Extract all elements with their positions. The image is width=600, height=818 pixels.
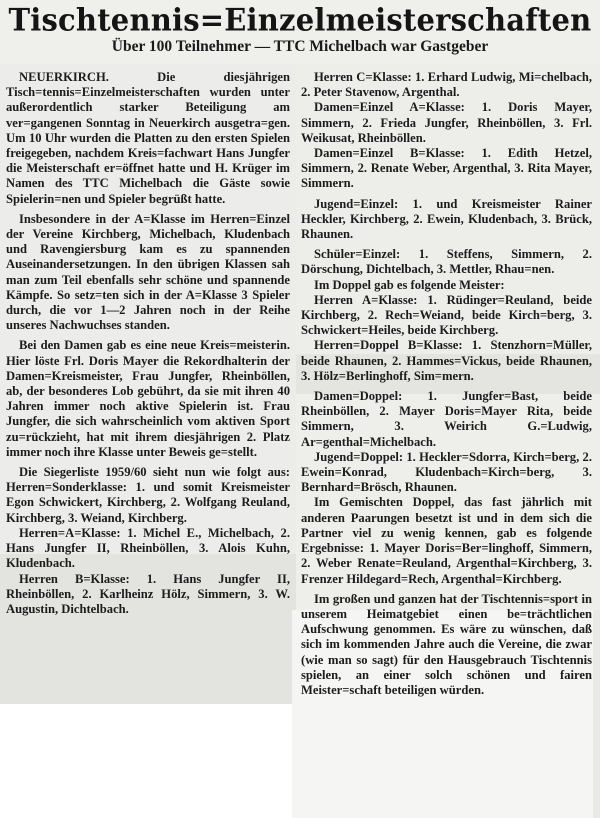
headline: Tischtennis=Einzelmeisterschaften — [8, 2, 592, 38]
paper-edge — [593, 610, 600, 818]
paragraph-herren-b: Herren B=Klasse: 1. Hans Jungfer II, Rheinböllen, 2. Karlheinz Hölz, Simmern, 3. W. Augustin, Dichtelbach. — [6, 571, 290, 616]
paragraph-herren-doppel-b: Herren=Doppel B=Klasse: 1. Stenzhorn=Müller, beide Rhaunen, 2. Hammes=Vickus, beide Rhaunen, 3. Hölz=Berlinghoff, Sim=mern. — [301, 338, 592, 383]
paragraph-herren-c: Herren C=Klasse: 1. Erhard Ludwig, Mi=chelbach, 2. Peter Stavenow, Argenthal. — [301, 70, 592, 100]
paragraph-herren-doppel-a: Herren A=Klasse: 1. Rüdinger=Reuland, beide Kirchberg, 2. Rech=Weiand, beide Kirch=berg, 3. Schwickert=Heiles, beide Kirchberg. — [301, 292, 592, 338]
paragraph-jugend-doppel: Jugend=Doppel: 1. Heckler=Sdorra, Kirch=berg, 2. Ewein=Konrad, Kludenbach=Kirch=berg, 3. Bernhard=Brösch, Rhaunen. — [301, 449, 592, 495]
paragraph-gemischtes-doppel: Im Gemischten Doppel, das fast jährlich mit anderen Paarungen besetzt ist und in dem sich die Partner viel zu wenig kennen, gab es folgende Ergebnisse: 1. Mayer Doris=Ber=linghoff, Simmern, 2. Weber Renate=Reuland, Argenthal=Kirchberg, 3. Frenzer Hildegard=Rech, Argenthal=Kirchberg. — [301, 495, 592, 586]
paragraph-damen-a: Damen=Einzel A=Klasse: 1. Doris Mayer, Simmern, 2. Frieda Jungfer, Rheinböllen, 3. Frl. Weikusat, Rheinböllen. — [301, 100, 592, 145]
paragraph-jugend-einzel: Jugend=Einzel: 1. und Kreismeister Rainer Heckler, Kirchberg, 2. Ewein, Kludenbach, 3. Brück, Rhaunen. — [301, 196, 592, 242]
paragraph-conclusion: Im großen und ganzen hat der Tischtennis=sport in unserem Heimatgebiet einen be=trächtlichen Aufschwung genommen. Es wäre zu wünschen, daß sich im kommenden Jahre auch die Vereine, die zwar (wie man so sagt) für den Hausgebrauch Tischtennis spielen, an einer solch schönen und fairen Meister=schaft beteiligen würden. — [301, 591, 592, 697]
paragraph-herren-a: Herren=A=Klasse: 1. Michel E., Michelbach, 2. Hans Jungfer II, Rheinböllen, 3. Alois Kuhn, Kludenbach. — [6, 525, 290, 571]
paragraph-damen-doppel: Damen=Doppel: 1. Jungfer=Bast, beide Rheinböllen, 2. Mayer Doris=Mayer Rita, beide Simmern, 3. Weirich G.=Ludwig, Ar=genthal=Michelbach. — [301, 389, 592, 449]
paragraph-intro: NEUERKIRCH. Die diesjährigen Tisch=tennis=Einzelmeisterschaften wurden unter außerordentlich starker Beteiligung am ver=gangenen Sonntag in Neuerkirch ausgetra=gen. Um 10 Uhr wurden die Platten zu den ersten Spielen freigegeben, nachdem Kreis=fachwart Hans Jungfer die Meisterschaft er=öffnet hatte und H. Krüger im Namen des TTC Michelbach die Gäste sowie Spielerin=nen und Spieler begrüßt hatte. — [6, 70, 290, 206]
paragraph-ladies: Bei den Damen gab es eine neue Kreis=meisterin. Hier löste Frl. Doris Mayer die Rekordhalterin der Damen=Kreismeister, Frau Jungfer, Rheinböllen, ab, der besonderes Lob gebührt, da sie mit ihren 40 Jahren immer noch aktive Spielerin ist. Frau Jungfer, die sich wahrscheinlich vom aktiven Sport zu=rückzieht, hat mit ihrem diesjährigen 2. Platz immer noch ihre Klasse unter Beweis ge=stellt. — [6, 338, 290, 459]
paragraph-schueler-einzel: Schüler=Einzel: 1. Steffens, Simmern, 2. Dörschung, Dichtelbach, 3. Mettler, Rhau=nen. — [301, 247, 592, 277]
paragraph-damen-b: Damen=Einzel B=Klasse: 1. Edith Hetzel, Simmern, 2. Renate Weber, Argenthal, 3. Rita Mayer, Simmern. — [301, 146, 592, 191]
right-column — [301, 70, 592, 703]
paragraph-a-class: Insbesondere in der A=Klasse im Herren=Einzel der Vereine Kirchberg, Michelbach, Kludenbach und Ravengiersburg kam es zu spannenden Auseinandersetzungen. In den übrigen Klassen sah man zum Teil ebenfalls sehr schöne und spannende Kämpfe. So setz=ten sich in der A=Klasse 3 Spieler durch, die vor 1—2 Jahren noch in der Reihe unseres Nachwuchses standen. — [6, 211, 290, 333]
paragraph-doppel-intro: Im Doppel gab es folgende Meister: — [314, 277, 505, 292]
paragraph-winners-intro: Die Siegerliste 1959/60 sieht nun wie folgt aus: Herren=Sonderklasse: 1. und somit Kreismeister Egon Schwickert, Kirchberg, 2. Wolfgang Reuland, Kirchberg, 3. Weiand, Kirchberg. — [6, 465, 290, 525]
left-column — [6, 70, 290, 622]
subheadline: Über 100 Teilnehmer — TTC Michelbach war Gastgeber — [111, 38, 489, 55]
